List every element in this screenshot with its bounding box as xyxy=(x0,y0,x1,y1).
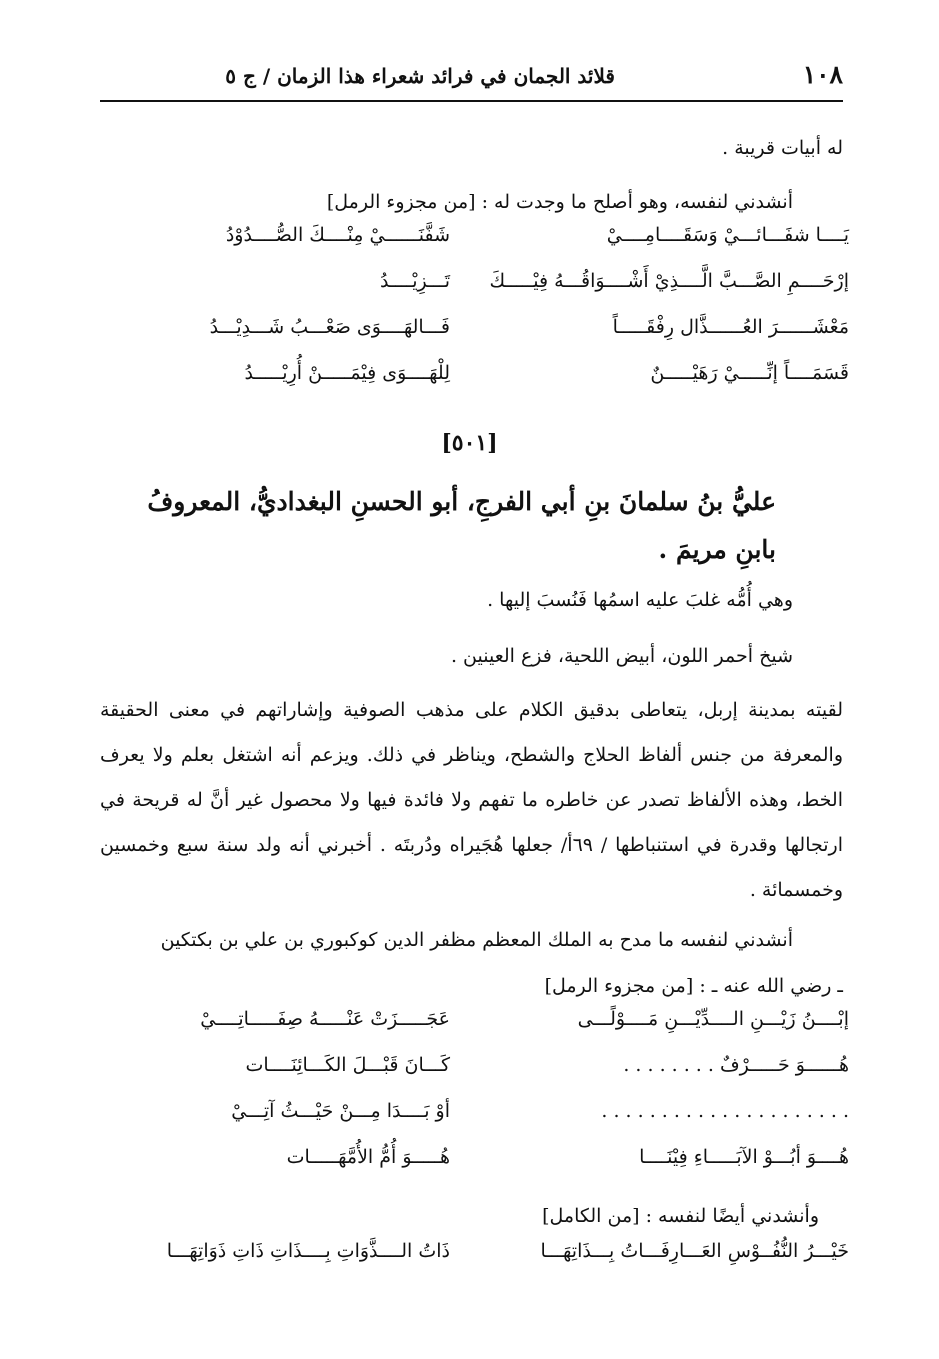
page-header xyxy=(100,52,843,102)
header-rule xyxy=(100,100,843,102)
verse-hemistich-second: لِلْهَــــوَى فِيْمَـــــنْ أُرِيْـــــدُ xyxy=(244,362,450,384)
intro-line: له أبيات قريبة . xyxy=(722,137,843,159)
verse-hemistich-second: فَـــالهَــــوَى صَعْـــبُ شَـــدِيْـــدُ xyxy=(209,316,450,338)
verse-hemistich-first: قَسَمَــــاً إنِّـــــيْ رَهَيْـــــنٌ xyxy=(650,362,849,384)
entry-number: [٥٠١] xyxy=(441,430,498,456)
verse-hemistich-second: هُـــــوَ أُمُّ الأُمَّهَـــــات xyxy=(286,1146,450,1168)
verse-hemistich-second: أوْ بَــــدَا مِـــنْ حَيْـــثُ آتِـــيْ xyxy=(231,1100,450,1122)
running-title: قلائد الجمان في فرائد شعراء هذا الزمان / ج ٥ xyxy=(225,64,615,88)
note-line-1: وهي أُمُّه غلبَ عليه اسمُها فَنُسبَ إليها . xyxy=(487,589,793,611)
verse-hemistich-first: إبْــــنُ زَيْـــنِ الــــدِّيْـــنِ مَــــوْلًـــى xyxy=(577,1008,849,1030)
note-line-2: شيخ أحمر اللون، أبيض اللحية، فزع العينين . xyxy=(450,645,793,667)
poem2-intro-2: ـ رضي الله عنه ـ : [من مجزوء الرمل] xyxy=(544,975,843,997)
poem3-intro: وأنشدني أيضًا لنفسه : [من الكامل] xyxy=(542,1205,819,1227)
verse-hemistich-first: مَعْشَــــــرَ العُــــــذَّال رِفْقَـــــاً xyxy=(612,316,849,338)
poem1-intro: أنشدني لنفسه، وهو أصلح ما وجدت له : [من مجزوء الرمل] xyxy=(326,191,793,213)
verse-hemistich-first: خَيْـــرُ النُّفُــوْسِ العَـــارِفَـــاتُ بِـــذَاتِهَـــا xyxy=(540,1240,849,1262)
poem2-verse-3 xyxy=(100,1100,849,1144)
verse-hemistich-first: هُــــوَ أبُـــوْ الآبَـــــاءِ فِيْنَــــا xyxy=(639,1146,849,1168)
verse-hemistich-second: تَـــزِيْــــدُ xyxy=(380,270,450,292)
entry-title: عليُّ بنُ سلمانَ بنِ أبي الفرجِ، أبو الحسنِ البغداديُّ، المعروفُ بابنِ مريمَ . xyxy=(147,487,776,564)
page-number: ١٠٨ xyxy=(802,60,843,89)
verse-hemistich-second: عَجَـــــزَتْ عَنْـــــهُ صِفَـــــاتِــــيْ xyxy=(200,1008,450,1030)
poem1-verse-3 xyxy=(100,316,849,360)
poem2-verse-1 xyxy=(100,1008,849,1052)
poem2-verse-4 xyxy=(100,1146,849,1190)
poem1-verse-1 xyxy=(100,224,849,268)
poem2-verse-2 xyxy=(100,1054,849,1098)
verse-hemistich-second: ذَاتُ الــــذَّوَاتِ بِــــذَاتِ ذَاتِ ذَوَاتِهَـــا xyxy=(166,1240,450,1262)
verse-hemistich-first: يَــــا شفَـــائـــيْ وَسَقَــــامِــــيْ xyxy=(606,224,849,246)
verse-hemistich-first: إرْحَــــمِ الصَّـــبَّ الَّــــذِيْ أَشْــــوَاقُـــهُ فِيْـــــكَ xyxy=(489,270,849,292)
poem1-verse-4 xyxy=(100,362,849,406)
poem2-intro-1: أنشدني لنفسه ما مدح به الملك المعظم مظفر الدين كوكبوري بن علي بن بكتكين xyxy=(160,929,793,951)
poem3-verse-1 xyxy=(100,1240,849,1284)
verse-hemistich-first: هُــــــوَ حَـــــرْفٌ . . . . . . . . xyxy=(623,1054,849,1076)
biography-paragraph: لقيته بمدينة إربل، يتعاطى بدقيق الكلام على مذهب الصوفية وإشاراتهم في معنى الحقيقة والمعرفة من جنس ألفاظ الحلاج والشطح، ويناظر في ذلك. ويزعم أنه اشتغل بعلم ولا يعرف الخط، وهذه الألفاظ تصدر عن خاطره ما تفهم ولا فائدة فيها ولا محصول غير أنَّ له قريحة في ارتجالها وقدرة في استنباطها / ٦٩أ/ جعلها هُجَيراه ودُربتَه . أخبرني أنه ولد سنة سبع وخمسين وخمسمائة . xyxy=(100,699,843,901)
verse-hemistich-first: . . . . . . . . . . . . . . . . . . . . . xyxy=(601,1100,849,1122)
poem1-verse-2 xyxy=(100,270,849,314)
verse-hemistich-second: كَـــانَ قَبْـــلَ الكَـــائِنَــــات xyxy=(245,1054,450,1076)
verse-hemistich-second: شَفَّنَــــــيْ مِنْــــكَ الصُّــــدُوْدُ xyxy=(225,224,450,246)
